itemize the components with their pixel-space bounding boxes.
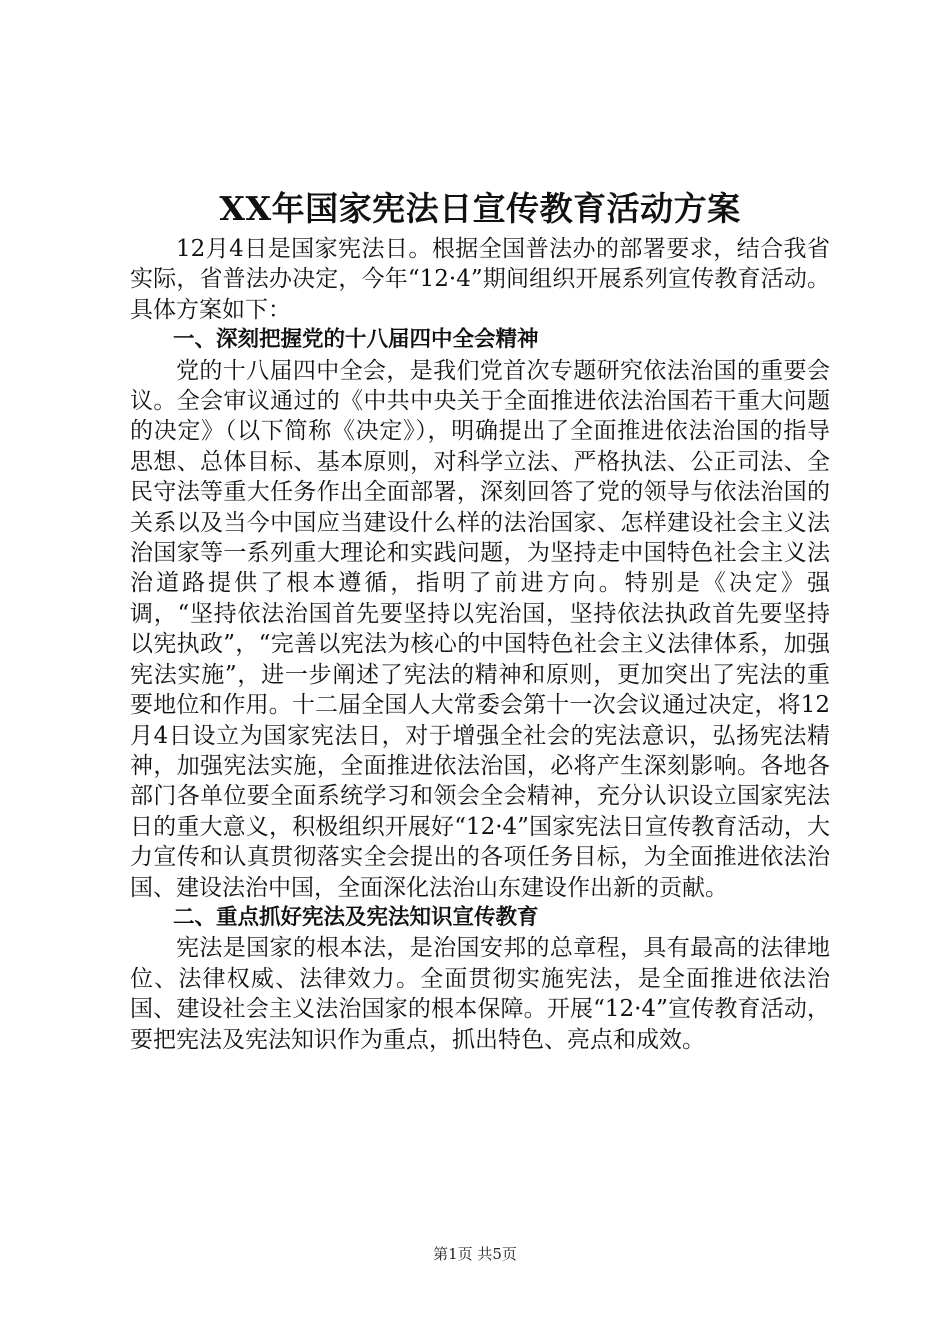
section-1-heading: 一、深刻把握党的十八届四中全会精神	[173, 327, 539, 353]
section-2-paragraph: 宪法是国家的根本法，是治国安邦的总章程，具有最高的法律地位、法律权威、法律效力。全面贯彻实施宪法，是全面推进依法治国、建设社会主义法治国家的根本保障。开展“12·4”宣传教育活动，要把宪法及宪法知识作为重点，抓出特色、亮点和成效。	[130, 935, 830, 1053]
intro-paragraph: 12月4日是国家宪法日。根据全国普法办的部署要求，结合我省实际，省普法办决定，今年“12·4”期间组织开展系列宣传教育活动。具体方案如下：	[130, 236, 830, 323]
document-title: XX年国家宪法日宣传教育活动方案	[219, 189, 741, 228]
section-2-heading: 二、重点抓好宪法及宪法知识宣传教育	[173, 904, 539, 930]
section-1-paragraph: 党的十八届四中全会，是我们党首次专题研究依法治国的重要会议。全会审议通过的《中共中央关于全面推进依法治国若干重大问题的决定》（以下简称《决定》），明确提出了全面推进依法治国的指导思想、总体目标、基本原则，对科学立法、严格执法、公正司法、全民守法等重大任务作出全面部署，深刻回答了党的领导与依法治国的关系以及当今中国应当建设什么样的法治国家、怎样建设社会主义法治国家等一系列重大理论和实践问题，为坚持走中国特色社会主义法治道路提供了根本遵循，指明了前进方向。特别是《决定》强调，“坚持依法治国首先要坚持以宪治国，坚持依法执政首先要坚持以宪执政”，“完善以宪法为核心的中国特色社会主义法律体系，加强宪法实施”，进一步阐述了宪法的精神和原则，更加突出了宪法的重要地位和作用。十二届全国人大常委会第十一次会议通过决定，将12月4日设立为国家宪法日，对于增强全社会的宪法意识，弘扬宪法精神，加强宪法实施，全面推进依法治国，必将产生深刻影响。各地各部门各单位要全面系统学习和领会全会精神，充分认识设立国家宪法日的重大意义，积极组织开展好“12·4”国家宪法日宣传教育活动，大力宣传和认真贯彻落实全会提出的各项任务目标，为全面推进依法治国、建设法治中国，全面深化法治山东建设作出新的贡献。	[130, 357, 830, 901]
page-number-footer: 第1页 共5页	[433, 1245, 517, 1263]
document-body	[130, 234, 830, 1055]
